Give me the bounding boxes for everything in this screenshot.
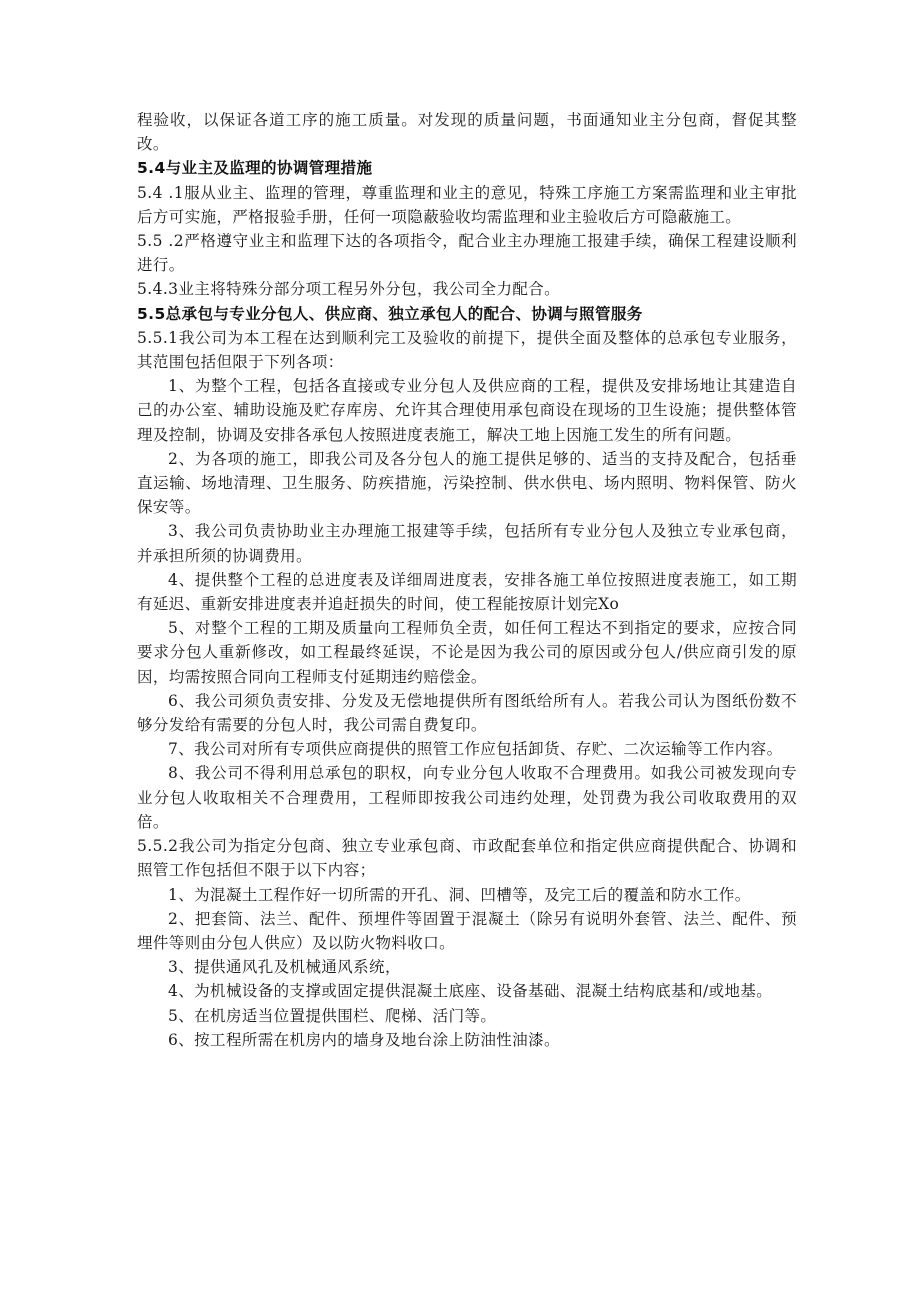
paragraph: 5.4.3业主将特殊分部分项工程另外分包，我公司全力配合。 bbox=[137, 280, 561, 299]
list-item: 3、提供通风孔及机械通风系统， bbox=[168, 958, 401, 977]
section-heading: 5.5总承包与专业分包人、供应商、独立承包人的配合、协调与照管服务 bbox=[137, 304, 643, 323]
list-item: 8、我公司不得利用总承包的职权，向专业分包人收取不合理费用。如我公司被发现向专业分包人收取相关不合理费用，工程师即按我公司违约处理，处罚费为我公司收取费用的双倍。 bbox=[137, 764, 797, 831]
paragraph: 5.4 .1服从业主、监理的管理，尊重监理和业主的意见，特殊工序施工方案需监理和业主审批后方可实施，严格报验手册，任何一项隐蔽验收均需监理和业主验收后方可隐蔽施工。 bbox=[137, 183, 797, 226]
paragraph: 5.5.2我公司为指定分包商、独立专业承包商、市政配套单位和指定供应商提供配合、协调和照管工作包括但不限于以下内容； bbox=[137, 837, 797, 880]
list-item: 4、提供整个工程的总进度表及详细周进度表，安排各施工单位按照进度表施工，如工期有延迟、重新安排进度表并追赶损失的时间，使工程能按原计划完Xo bbox=[137, 570, 797, 614]
list-item: 4、为机械设备的支撑或固定提供混凝土底座、设备基础、混凝土结构底基和/或地基。 bbox=[168, 982, 773, 1001]
paragraph: 程验收，以保证各道工序的施工质量。对发现的质量问题，书面通知业主分包商，督促其整改。 bbox=[137, 111, 797, 154]
list-item: 2、为各项的施工，即我公司及各分包人的施工提供足够的、适当的支持及配合，包括垂直运输、场地清理、卫生服务、防疾措施，污染控制、供水供电、场内照明、物料保管、防火保安等。 bbox=[137, 449, 797, 517]
list-item: 6、按工程所需在机房内的墙身及地台涂上防油性油漆。 bbox=[168, 1030, 560, 1049]
list-item: 1、为混凝土工程作好一切所需的开孔、洞、凹槽等，及完工后的覆盖和防水工作。 bbox=[168, 885, 751, 904]
list-item: 1、为整个工程，包括各直接或专业分包人及供应商的工程，提供及安排场地让其建造自己的办公室、辅助设施及贮存库房、允许其合理使用承包商设在现场的卫生设施；提供整体管理及控制，协调及安排各承包人按照进度表施工，解决工地上因施工发生的所有问题。 bbox=[137, 377, 797, 444]
section-heading: 5.4与业主及监理的协调管理措施 bbox=[137, 159, 373, 178]
list-item: 2、把套筒、法兰、配件、预埋件等固置于混凝土（除另有说明外套管、法兰、配件、预埋件等则由分包人供应）及以防火物料收口。 bbox=[137, 909, 797, 952]
paragraph: 5.5.1我公司为本工程在达到顺利完工及验收的前提下，提供全面及整体的总承包专业服务，其范围包括但限于下列各项： bbox=[137, 328, 797, 372]
list-item: 5、对整个工程的工期及质量向工程师负全责，如任何工程达不到指定的要求，应按合同要求分包人重新修改，如工程最终延误，不论是因为我公司的原因或分包人/供应商引发的原因，均需按照合同向工程师支付延期违约赔偿金。 bbox=[137, 619, 797, 686]
paragraph: 5.5 .2严格遵守业主和监理下达的各项指令，配合业主办理施工报建手续，确保工程建设顺利进行。 bbox=[137, 232, 797, 275]
list-item: 7、我公司对所有专项供应商提供的照管工作应包括卸货、存贮、二次运输等工作内容。 bbox=[168, 740, 783, 759]
document-page bbox=[137, 108, 797, 1052]
list-item: 6、我公司须负责安排、分发及无偿地提供所有图纸给所有人。若我公司认为图纸份数不够分发给有需要的分包人时，我公司需自费复印。 bbox=[137, 691, 797, 735]
list-item: 3、我公司负责协助业主办理施工报建等手续，包括所有专业分包人及独立专业承包商，并承担所须的协调费用。 bbox=[137, 522, 797, 565]
list-item: 5、在机房适当位置提供围栏、爬梯、活门等。 bbox=[168, 1006, 497, 1025]
